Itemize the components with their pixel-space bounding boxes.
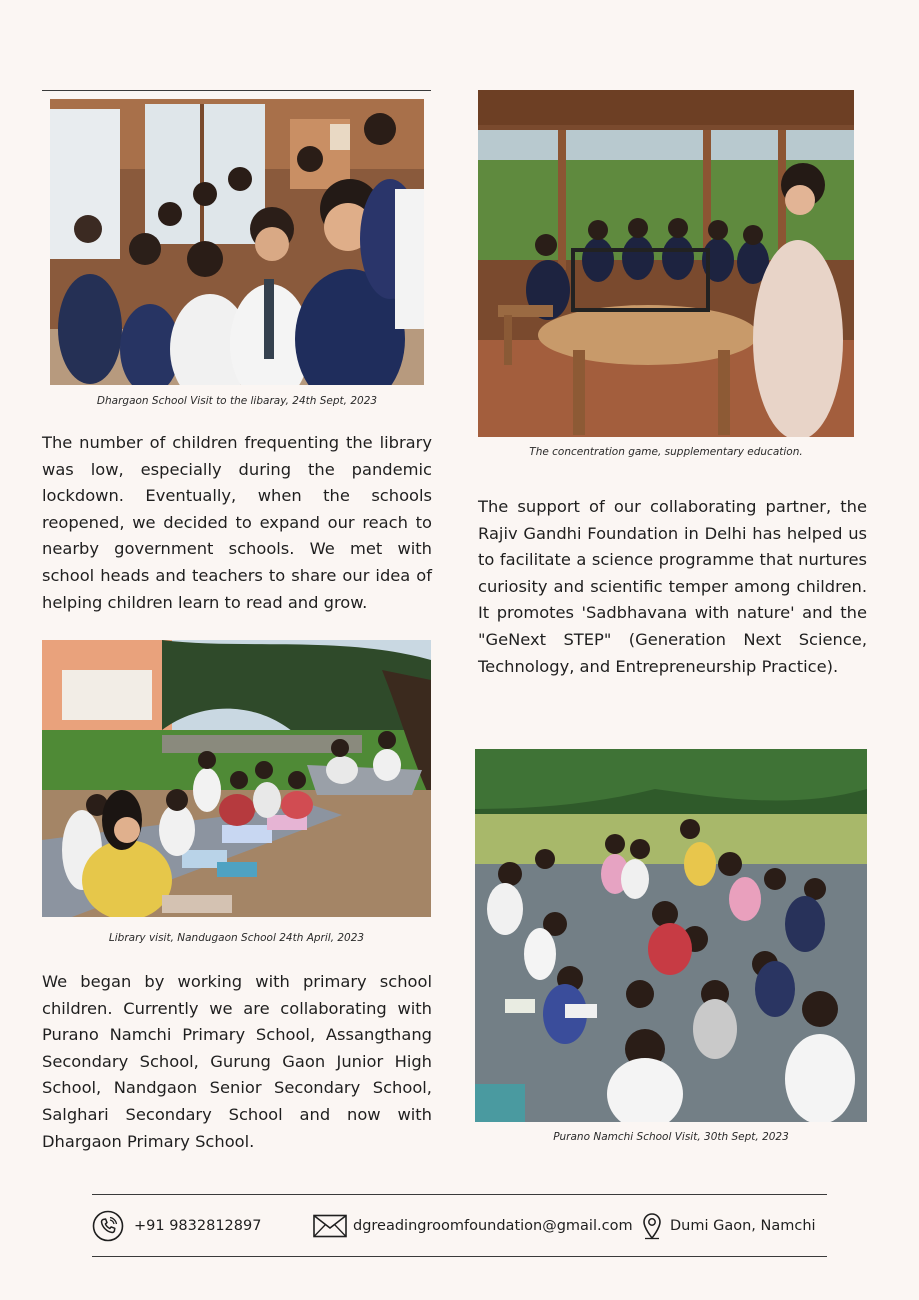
footer-phone-text[interactable]: +91 9832812897: [134, 1218, 262, 1234]
footer-address: [642, 1210, 816, 1242]
footer-email: [313, 1210, 633, 1242]
footer-email-text[interactable]: dgreadingroomfoundation@gmail.com: [353, 1218, 633, 1234]
photo-caption: Purano Namchi School Visit, 30th Sept, 2023: [553, 1131, 789, 1143]
photo-dhargaon-library-visit: [50, 99, 424, 385]
top-rule-left: [42, 90, 431, 91]
paragraph-primary-schools: We began by working with primary school children. Currently we are collaborating with Purano Namchi Primary School, Assangthang Secondary School, Gurung Gaon Junior High School, Nandgaon Senior Secondary School, Salghari Secondary School and now with Dhargaon Primary School.: [42, 972, 432, 1151]
footer-bottom-rule: [92, 1256, 827, 1257]
photo-purano-namchi-visit: [475, 749, 867, 1122]
photo-concentration-game: [478, 90, 854, 437]
phone-icon: [92, 1210, 124, 1242]
footer-phone: [92, 1210, 261, 1242]
footer-address-text: Dumi Gaon, Namchi: [670, 1218, 816, 1234]
photo-caption: Library visit, Nandugaon School 24th April, 2023: [108, 932, 365, 944]
photo-caption: The concentration game, supplementary education.: [529, 446, 803, 458]
photo-nandugaon-library-visit: [42, 640, 431, 917]
footer-top-rule: [92, 1194, 827, 1195]
paragraph-library-reach: The number of children frequenting the library was low, especially during the pandemic lockdown. Eventually, when the schools reopened, we decided to expand our reach to nearby government schools. We met with school heads and teachers to share our idea of helping children learn to read and grow.: [42, 433, 432, 612]
photo-caption: Dhargaon School Visit to the libaray, 24th Sept, 2023: [96, 395, 378, 407]
mail-icon: [313, 1214, 347, 1238]
paragraph-science-programme: The support of our collaborating partner, the Rajiv Gandhi Foundation in Delhi has helped us to facilitate a science programme that nurtures curiosity and scientific temper among children. It promotes 'Sadbhavana with nature' and the "GeNext STEP" (Generation Next Science, Technology, and Entrepreneurship Practice).: [478, 497, 867, 676]
location-pin-icon: [642, 1212, 662, 1240]
